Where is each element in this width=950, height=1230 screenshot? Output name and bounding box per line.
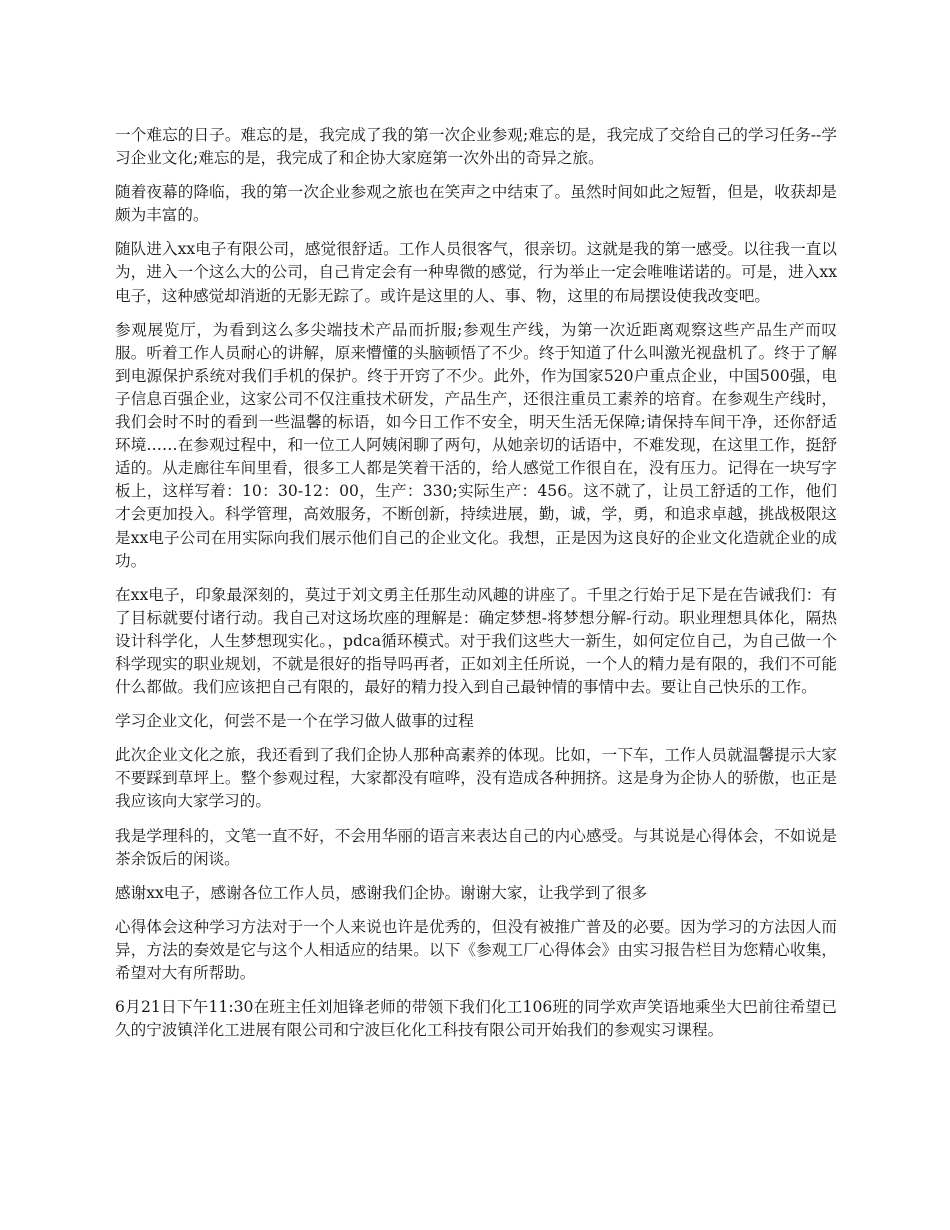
- paragraph: 心得体会这种学习方法对于一个人来说也许是优秀的，但没有被推广普及的必要。因为学习的方法因人而异，方法的奏效是它与这个人相适应的结果。以下《参观工厂心得体会》由实习报告栏目为您精心收集，希望对大有所帮助。: [115, 917, 837, 982]
- paragraph: 随队进入xx电子有限公司，感觉很舒适。工作人员很客气，很亲切。这就是我的第一感受。以往我一直以为，进入一个这么大的公司，自己肯定会有一种卑微的感觉，行为举止一定会唯唯诺诺的。可是，进入xx电子，这种感觉却消逝的无影无踪了。或许是这里的人、事、物，这里的布局摆设使我改变吧。: [115, 240, 837, 305]
- paragraph: 在xx电子，印象最深刻的，莫过于刘文勇主任那生动风趣的讲座了。千里之行始于足下是在告诫我们：有了目标就要付诸行动。我自己对这场坎座的理解是：确定梦想-将梦想分解-行动。职业理想具体化，隔热设计科学化，人生梦想现实化。，pdca循环模式。对于我们这些大一新生，如何定位自己，为自己做一个科学现实的职业规划，不就是很好的指导吗再者，正如刘主任所说，一个人的精力是有限的，我们不可能什么都做。我们应该把自己有限的，最好的精力投入到自己最钟情的事情中去。要让自己快乐的工作。: [115, 585, 837, 697]
- paragraph: 我是学理科的，文笔一直不好，不会用华丽的语言来表达自己的内心感受。与其说是心得体会，不如说是茶余饭后的闲谈。: [115, 826, 837, 868]
- paragraph: 随着夜幕的降临，我的第一次企业参观之旅也在笑声之中结束了。虽然时间如此之短暂，但是，收获却是颇为丰富的。: [115, 183, 837, 225]
- paragraph: 6月21日下午11:30在班主任刘旭锋老师的带领下我们化工106班的同学欢声笑语地乘坐大巴前往希望已久的宁波镇洋化工进展有限公司和宁波巨化化工科技有限公司开始我们的参观实习课程。: [115, 998, 837, 1040]
- document-body: [115, 124, 837, 1053]
- paragraph: 学习企业文化，何尝不是一个在学习做人做事的过程: [115, 712, 474, 731]
- paragraph: 一个难忘的日子。难忘的是，我完成了我的第一次企业参观;难忘的是，我完成了交给自己的学习任务--学习企业文化;难忘的是，我完成了和企协大家庭第一次外出的奇异之旅。: [115, 126, 837, 168]
- paragraph: 参观展览厅，为看到这么多尖端技术产品而折服;参观生产线，为第一次近距离观察这些产品生产而叹服。听着工作人员耐心的讲解，原来懵懂的头脑顿悟了不少。终于知道了什么叫激光视盘机了。终于了解到电源保护系统对我们手机的保护。终于开窍了不少。此外，作为国家520户重点企业，中国500强，电子信息百强企业，这家公司不仅注重技术研发，产品生产，还很注重员工素养的培育。在参观生产线时，我们会时不时的看到一些温馨的标语，如今日工作不安全，明天生活无保障;请保持车间干净，还你舒适环境……在参观过程中，和一位工人阿姨闲聊了两句，从她亲切的话语中，不难发现，在这里工作，挺舒适的。从走廊往车间里看，很多工人都是笑着干活的，给人感觉工作很自在，没有压力。记得在一块写字板上，这样写着：10：30-12：00，生产：330;实际生产：456。这不就了，让员工舒适的工作，他们才会更加投入。科学管理，高效服务，不断创新，持续进展，勤，诚，学，勇，和追求卓越，挑战极限这是xx电子公司在用实际向我们展示他们自己的企业文化。我想，正是因为这良好的企业文化造就企业的成功。: [115, 320, 837, 570]
- paragraph: 此次企业文化之旅，我还看到了我们企协人那种高素养的体现。比如，一下车，工作人员就温馨提示大家不要踩到草坪上。整个参观过程，大家都没有喧哗，没有造成各种拥挤。这是身为企协人的骄傲，也正是我应该向大家学习的。: [115, 746, 837, 811]
- paragraph: 感谢xx电子，感谢各位工作人员，感谢我们企协。谢谢大家，让我学到了很多: [115, 883, 648, 902]
